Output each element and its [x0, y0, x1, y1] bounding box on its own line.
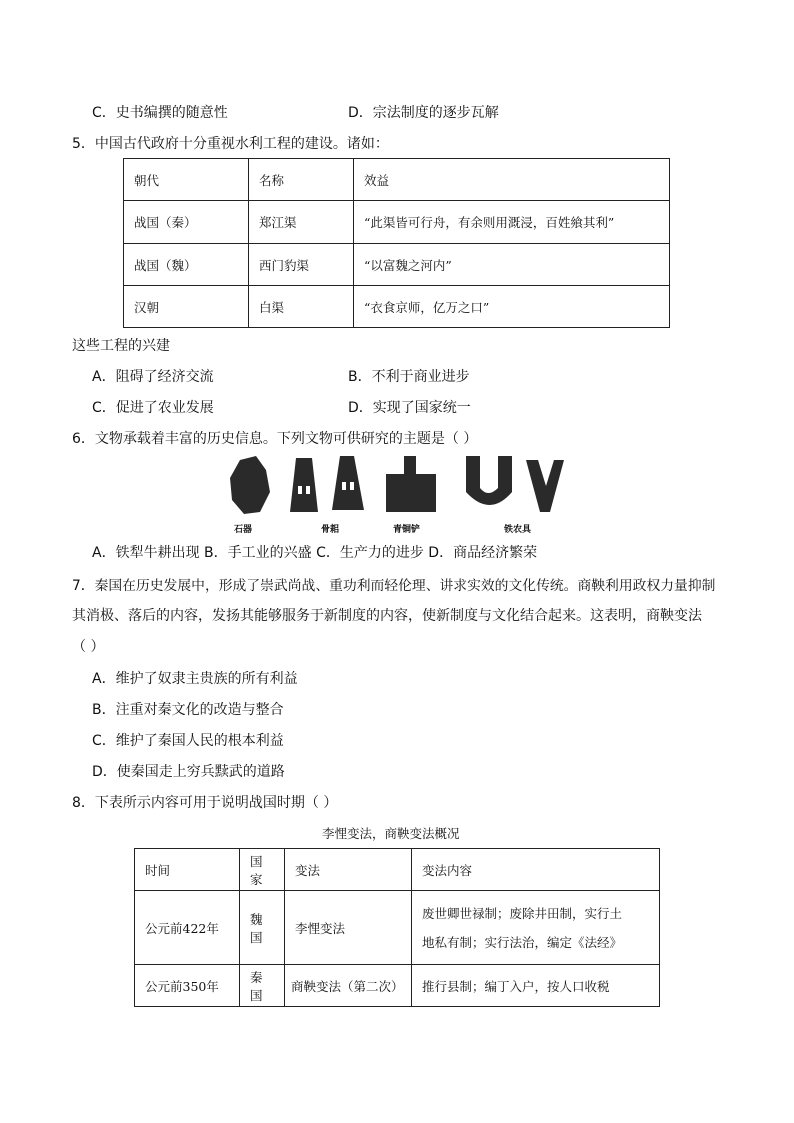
artifact-label: 骨耜 — [321, 525, 340, 535]
q4-option-d: D．宗法制度的逐步瓦解 — [348, 105, 499, 121]
q5-stem: 5．中国古代政府十分重视水利工程的建设。诸如： — [72, 136, 389, 152]
table-cell: 李悝变法 — [285, 891, 412, 965]
table-header-cell: 国家 — [240, 849, 285, 891]
table-cell: 战国（魏） — [124, 244, 249, 286]
table-cell: 商鞅变法（第二次） — [285, 965, 412, 1007]
table-cell: 公元前422年 — [135, 891, 240, 965]
table-header-row — [135, 849, 660, 891]
q6-stem: 6．文物承载着丰富的历史信息。下列文物可供研究的主题是（ ） — [72, 431, 478, 447]
bone-spade-icon — [290, 458, 318, 512]
table-header-row — [124, 159, 670, 201]
q8-table-title: 李悝变法，商鞅变法概况 — [322, 826, 460, 841]
table-row — [135, 891, 660, 965]
bone-spade-icon — [332, 456, 364, 510]
table-cell-line: 地私有制；实行法治，编定《法经》 — [422, 934, 623, 950]
q7-stem-line3: （ ） — [72, 639, 105, 655]
table-cell: “以富魏之河内” — [354, 244, 670, 286]
table-header-cell: 变法内容 — [412, 849, 660, 891]
artifact-label: 铁农具 — [504, 525, 532, 535]
table-header-cell: 效益 — [354, 159, 670, 201]
table-header-cell: 时间 — [135, 849, 240, 891]
bronze-shovel-icon — [386, 456, 436, 512]
q6-options: A．铁犁牛耕出现 B．手工业的兴盛 C．生产力的进步 D．商品经济繁荣 — [92, 545, 538, 561]
q8-table — [134, 848, 660, 1007]
table-cell — [412, 891, 660, 965]
q7-option-b: B．注重对秦文化的改造与整合 — [92, 702, 284, 718]
table-cell: 战国（秦） — [124, 201, 249, 244]
table-cell: 魏国 — [240, 891, 285, 965]
table-row — [124, 201, 670, 244]
table-row — [124, 244, 670, 286]
q5-lead: 这些工程的兴建 — [72, 338, 170, 354]
table-header-cell: 朝代 — [124, 159, 249, 201]
q7-stem-line1: 7．秦国在历史发展中，形成了崇武尚战、重功利而轻伦理、讲求实效的文化传统。商鞅利用政权力量抑制 — [72, 578, 716, 594]
q5-option-c: C．促进了农业发展 — [92, 400, 214, 416]
artifact-images — [226, 452, 571, 522]
stone-tool-icon — [230, 456, 270, 514]
iron-tool-icon — [466, 456, 512, 505]
q8-stem: 8．下表所示内容可用于说明战国时期（ ） — [72, 795, 338, 811]
table-cell: 秦国 — [240, 965, 285, 1007]
table-cell: “此渠皆可行舟，有余则用溉浸，百姓飨其利” — [354, 201, 670, 244]
artifact-label: 石器 — [234, 525, 253, 535]
q7-option-a: A．维护了奴隶主贵族的所有利益 — [92, 671, 298, 687]
q5-option-a: A．阻碍了经济交流 — [92, 369, 214, 385]
q7-option-d: D．使秦国走上穷兵黩武的道路 — [92, 764, 285, 780]
table-cell: 郑江渠 — [249, 201, 354, 244]
table-cell: 推行县制；编丁入户，按人口收税 — [412, 965, 660, 1007]
q5-option-d: D．实现了国家统一 — [348, 400, 471, 416]
q4-option-c: C．史书编撰的随意性 — [92, 105, 228, 121]
table-cell: 白渠 — [249, 286, 354, 328]
table-cell: “衣食京师，亿万之口” — [354, 286, 670, 328]
artifact-figure — [226, 452, 571, 536]
table-cell: 西门豹渠 — [249, 244, 354, 286]
q7-option-c: C．维护了秦国人民的根本利益 — [92, 733, 284, 749]
q5-table — [123, 158, 670, 328]
table-header-cell: 名称 — [249, 159, 354, 201]
table-cell: 汉朝 — [124, 286, 249, 328]
table-cell: 公元前350年 — [135, 965, 240, 1007]
q7-stem-line2: 其消极、落后的内容，发扬其能够服务于新制度的内容，使新制度与文化结合起来。这表明，商鞅变法 — [72, 608, 702, 624]
table-row — [124, 286, 670, 328]
table-row — [135, 965, 660, 1007]
table-cell-line: 废世卿世禄制；废除井田制，实行土 — [422, 905, 623, 921]
artifact-label: 青铜铲 — [393, 525, 421, 535]
table-header-cell: 变法 — [285, 849, 412, 891]
iron-tool-icon — [526, 460, 564, 512]
q5-option-b: B．不利于商业进步 — [348, 369, 470, 385]
